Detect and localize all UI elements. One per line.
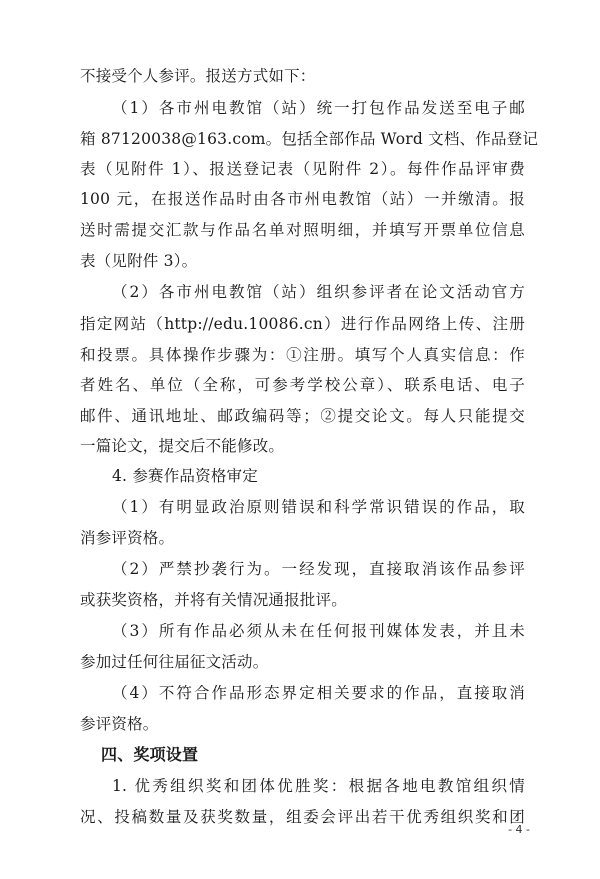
- text-line: 邮件、通讯地址、邮政编码等；②提交论文。每人只能提交: [80, 407, 525, 425]
- text-line: 参加过任何往届征文活动。: [80, 653, 269, 671]
- text-line: 一篇论文，提交后不能修改。: [80, 437, 285, 455]
- text-line: 送时需提交汇款与作品名单对照明细，并填写开票单位信息: [80, 221, 525, 239]
- text-line: 消参评资格。: [80, 529, 175, 547]
- text-line: 100 元，在报送作品时由各市州电教馆（站）一并缴清。报: [80, 190, 525, 208]
- text-line: 况、投稿数量及获奖数量，组委会评出若干优秀组织奖和团: [80, 808, 525, 826]
- text-line: （2）严禁抄袭行为。一经发现，直接取消该作品参评: [112, 560, 525, 578]
- text-line: （4）不符合作品形态界定相关要求的作品，直接取消: [112, 684, 525, 702]
- text-line: 和投票。具体操作步骤为：①注册。填写个人真实信息：作: [80, 346, 525, 364]
- section-subheading: 4. 参赛作品资格审定: [112, 467, 258, 485]
- text-line: 不接受个人参评。报送方式如下：: [80, 67, 316, 85]
- text-line: （2）各市州电教馆（站）组织参评者在论文活动官方: [112, 283, 525, 301]
- page-number: - 4 -: [508, 823, 530, 836]
- text-line: 或获奖资格，并将有关情况通报批评。: [80, 591, 347, 609]
- text-line: 者姓名、单位（全称，可参考学校公章）、联系电话、电子: [80, 376, 525, 394]
- text-line: 指定网站（http://edu.10086.cn）进行作品网络上传、注册: [80, 315, 525, 333]
- text-line: 箱 87120038@163.com。包括全部作品 Word 文档、作品登记: [80, 130, 539, 148]
- text-line: （1）各市州电教馆（站）统一打包作品发送至电子邮: [112, 99, 525, 117]
- text-line: 1. 优秀组织奖和团体优胜奖：根据各地电教馆组织情: [112, 777, 525, 795]
- text-line: 表（见附件 3）。: [80, 252, 198, 270]
- text-line: （1）有明显政治原则错误和科学常识错误的作品，取: [112, 498, 525, 516]
- text-line: 参评资格。: [80, 715, 159, 733]
- text-line: 表（见附件 1）、报送登记表（见附件 2）。每件作品评审费: [80, 160, 525, 178]
- section-heading: 四、奖项设置: [101, 745, 199, 764]
- text-line: （3）所有作品必须从未在任何报刊媒体发表，并且未: [112, 622, 525, 640]
